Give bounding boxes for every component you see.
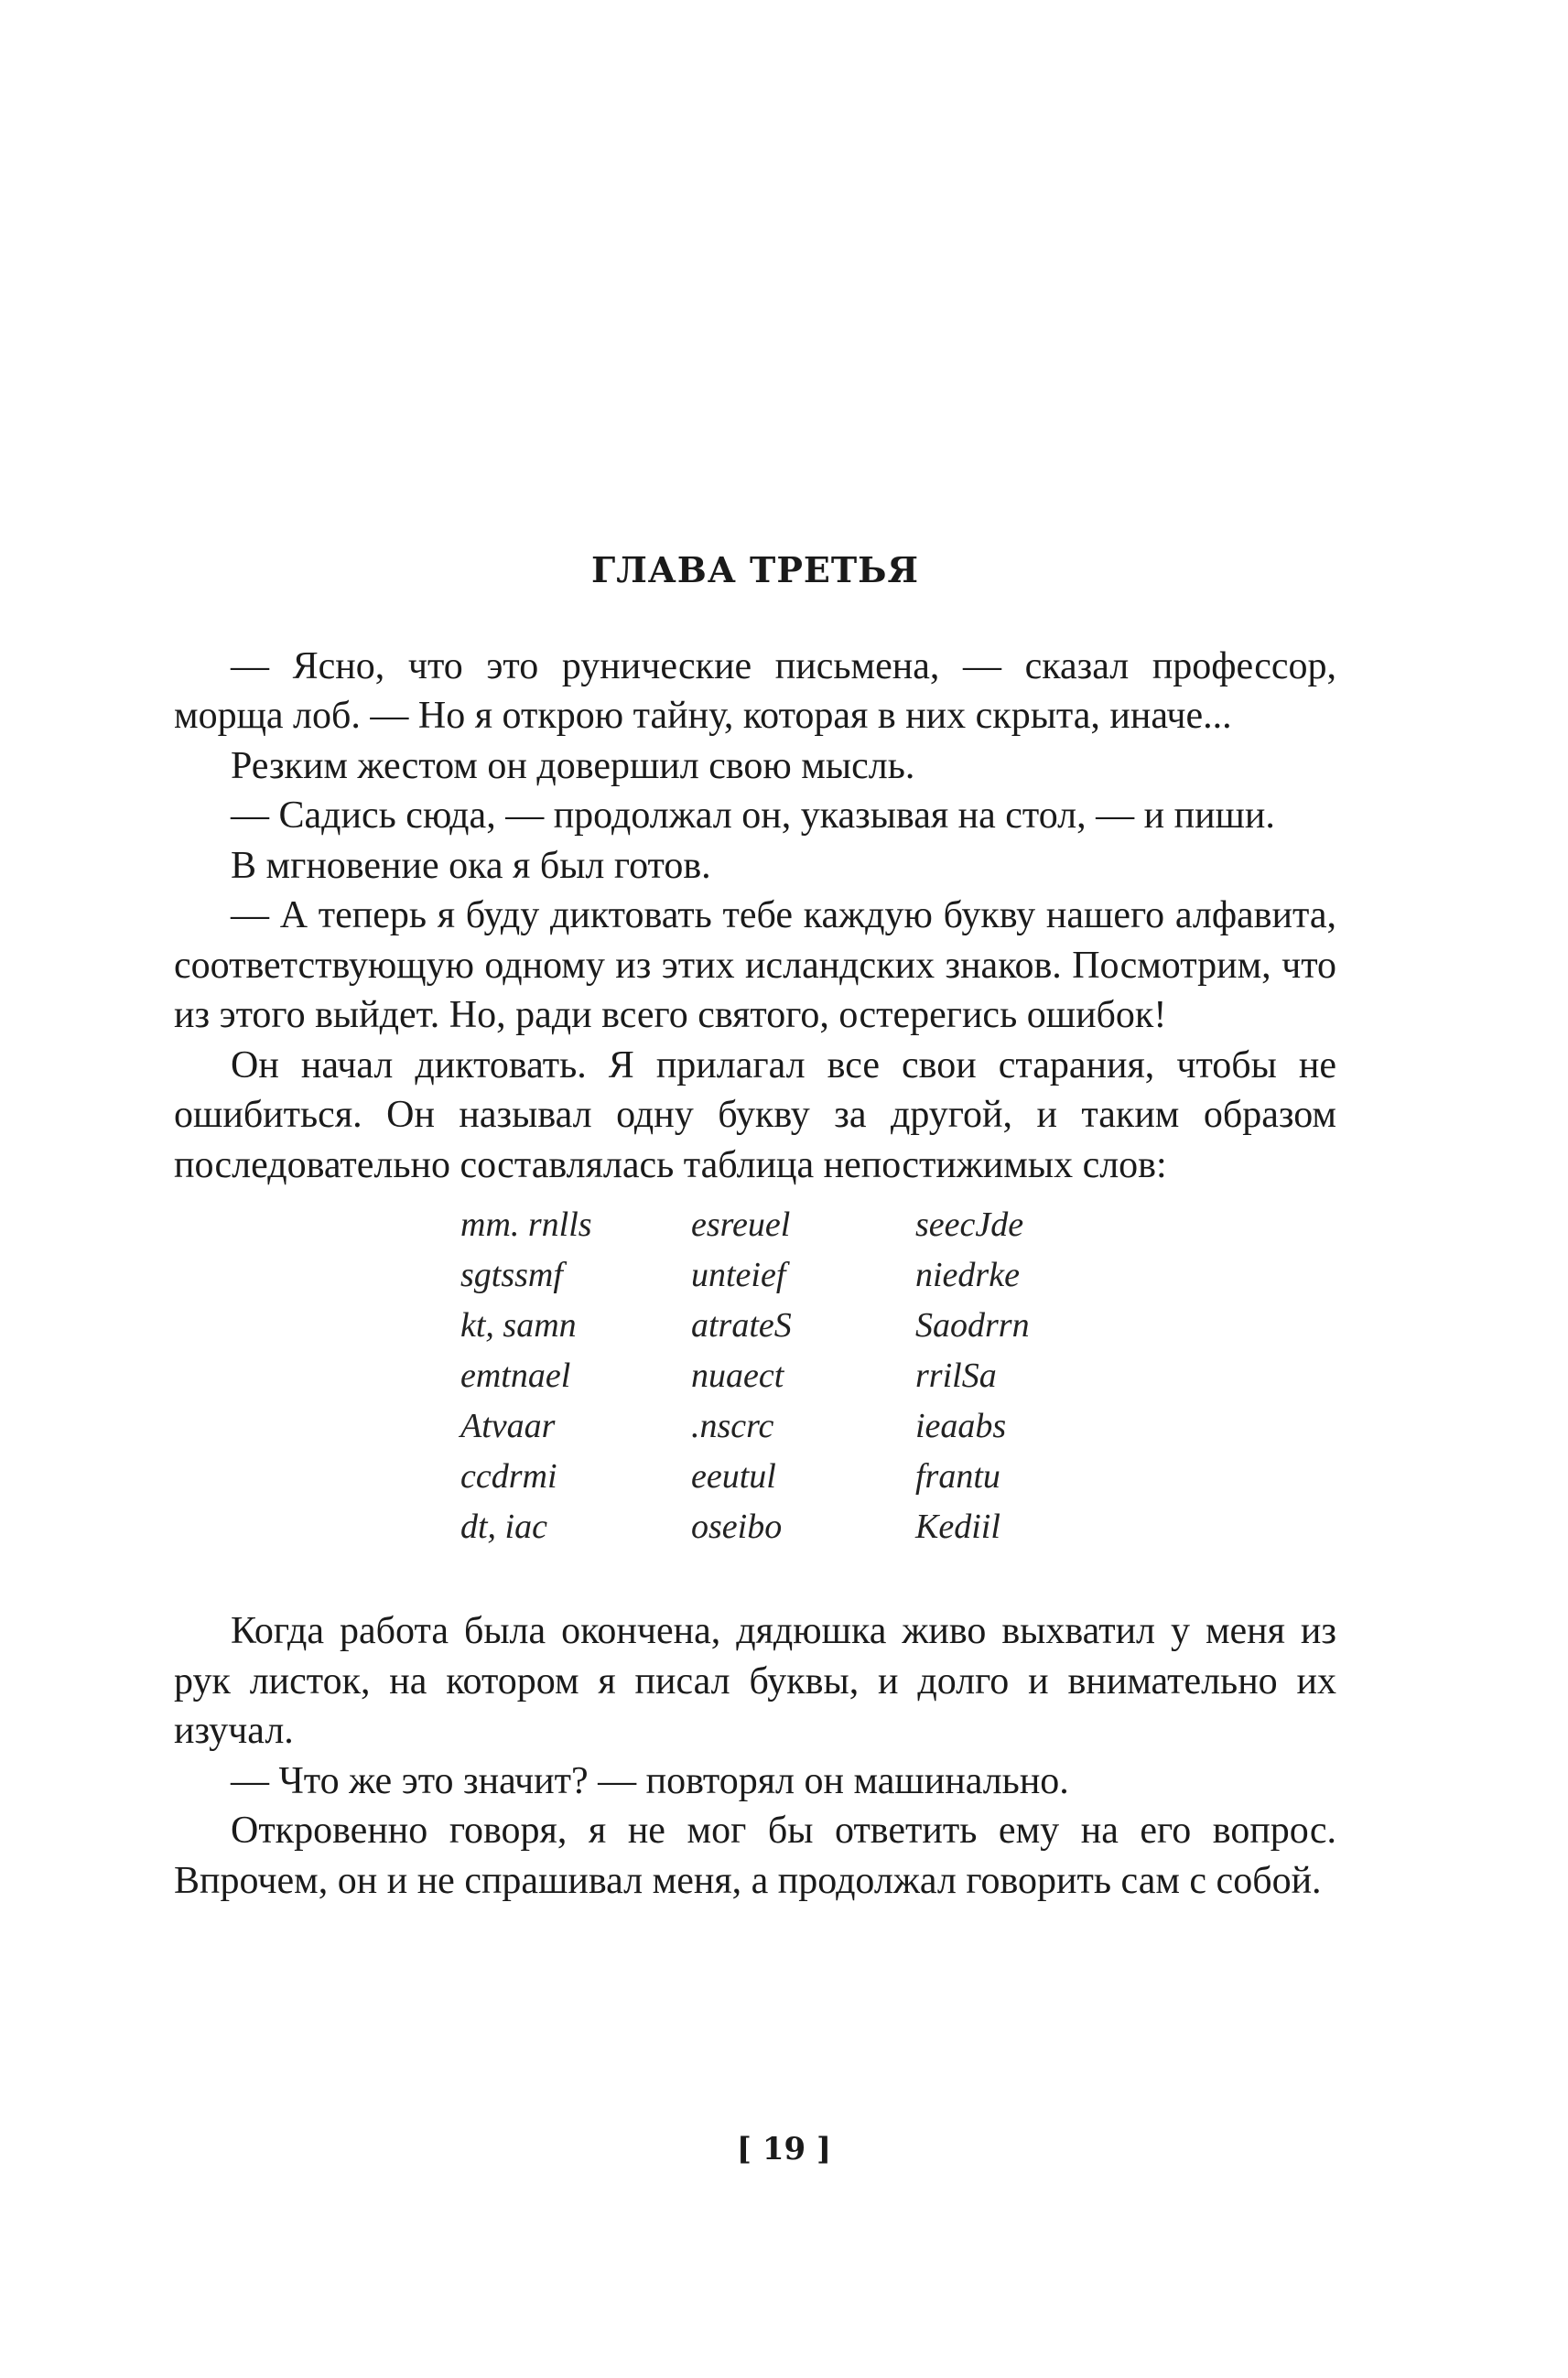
table-cell: nuaect — [691, 1356, 784, 1395]
table-row — [460, 1249, 1098, 1300]
cipher-table-wrapper — [174, 1199, 1336, 1551]
table-cell: niedrke — [915, 1255, 1020, 1294]
table-cell: rrilSa — [915, 1356, 997, 1395]
table-cell: mm. rnlls — [460, 1205, 592, 1244]
table-cell: atrateS — [691, 1305, 792, 1345]
table-cell: emtnael — [460, 1356, 571, 1395]
paragraph: Резким жестом он довершил свою мысль. — [231, 744, 915, 787]
paragraph: — Что же это значит? — повторял он машинально. — [231, 1759, 1069, 1802]
paragraph: Когда работа была окончена, дядюшка живо выхватил у меня из рук листок, на котором я писал буквы, и долго и внимательно их изучал. — [174, 1610, 1336, 1753]
table-row — [460, 1300, 1098, 1350]
table-cell: sgtssmf — [460, 1255, 563, 1294]
table-cell: dt, iac — [460, 1507, 547, 1546]
page-content — [174, 549, 1336, 1906]
table-row — [460, 1350, 1098, 1400]
table-cell: seecJde — [915, 1205, 1024, 1244]
paragraph: Он начал диктовать. Я прилагал все свои старания, чтобы не ошибиться. Он называл одну букву за другой, и таким образом последовательно составлялась таблица непостижимых слов: — [174, 1043, 1336, 1186]
chapter-title: ГЛАВА ТРЕТЬЯ — [590, 549, 920, 590]
table-cell: Atvaar — [460, 1406, 556, 1445]
text-after-table — [174, 1606, 1336, 1906]
table-row — [460, 1501, 1098, 1551]
table-row — [460, 1400, 1098, 1451]
table-cell: eeutul — [691, 1456, 776, 1496]
table-row — [460, 1451, 1098, 1501]
paragraph: — Садись сюда, — продолжал он, указывая на стол, — и пиши. — [231, 794, 1275, 838]
table-cell: ieaabs — [915, 1406, 1007, 1445]
table-cell: esreuel — [691, 1205, 791, 1244]
paragraph: Откровенно говоря, я не мог бы ответить ему на его вопрос. Впрочем, он и не спрашивал меня, а продолжал говорить сам с собой. — [174, 1810, 1336, 1902]
table-cell: kt, samn — [460, 1305, 577, 1345]
text-before-table — [174, 642, 1336, 1191]
table-cell: oseibo — [691, 1507, 783, 1546]
paragraph: — А теперь я буду диктовать тебе каждую букву нашего алфавита, соответствующую одному из этих исландских знаков. Посмотрим, что из этого выйдет. Но, ради всего святого, остерегись ошибок! — [174, 894, 1336, 1037]
paragraph: — Ясно, что это рунические письмена, — сказал профессор, морща лоб. — Но я открою тайну, которая в них скрыта, иначе... — [174, 644, 1336, 738]
table-row — [460, 1199, 1098, 1249]
table-cell: .nscrc — [691, 1406, 774, 1445]
table-cell: Kediil — [915, 1507, 1000, 1546]
paragraph: В мгновение ока я был готов. — [231, 844, 711, 887]
table-cell: Saodrrn — [915, 1305, 1030, 1345]
page-number: [ 19 ] — [736, 2131, 832, 2167]
table-cell: unteief — [691, 1255, 786, 1294]
cipher-table — [460, 1199, 1098, 1551]
table-cell: ccdrmi — [460, 1456, 557, 1496]
table-cell: frantu — [915, 1456, 1000, 1496]
